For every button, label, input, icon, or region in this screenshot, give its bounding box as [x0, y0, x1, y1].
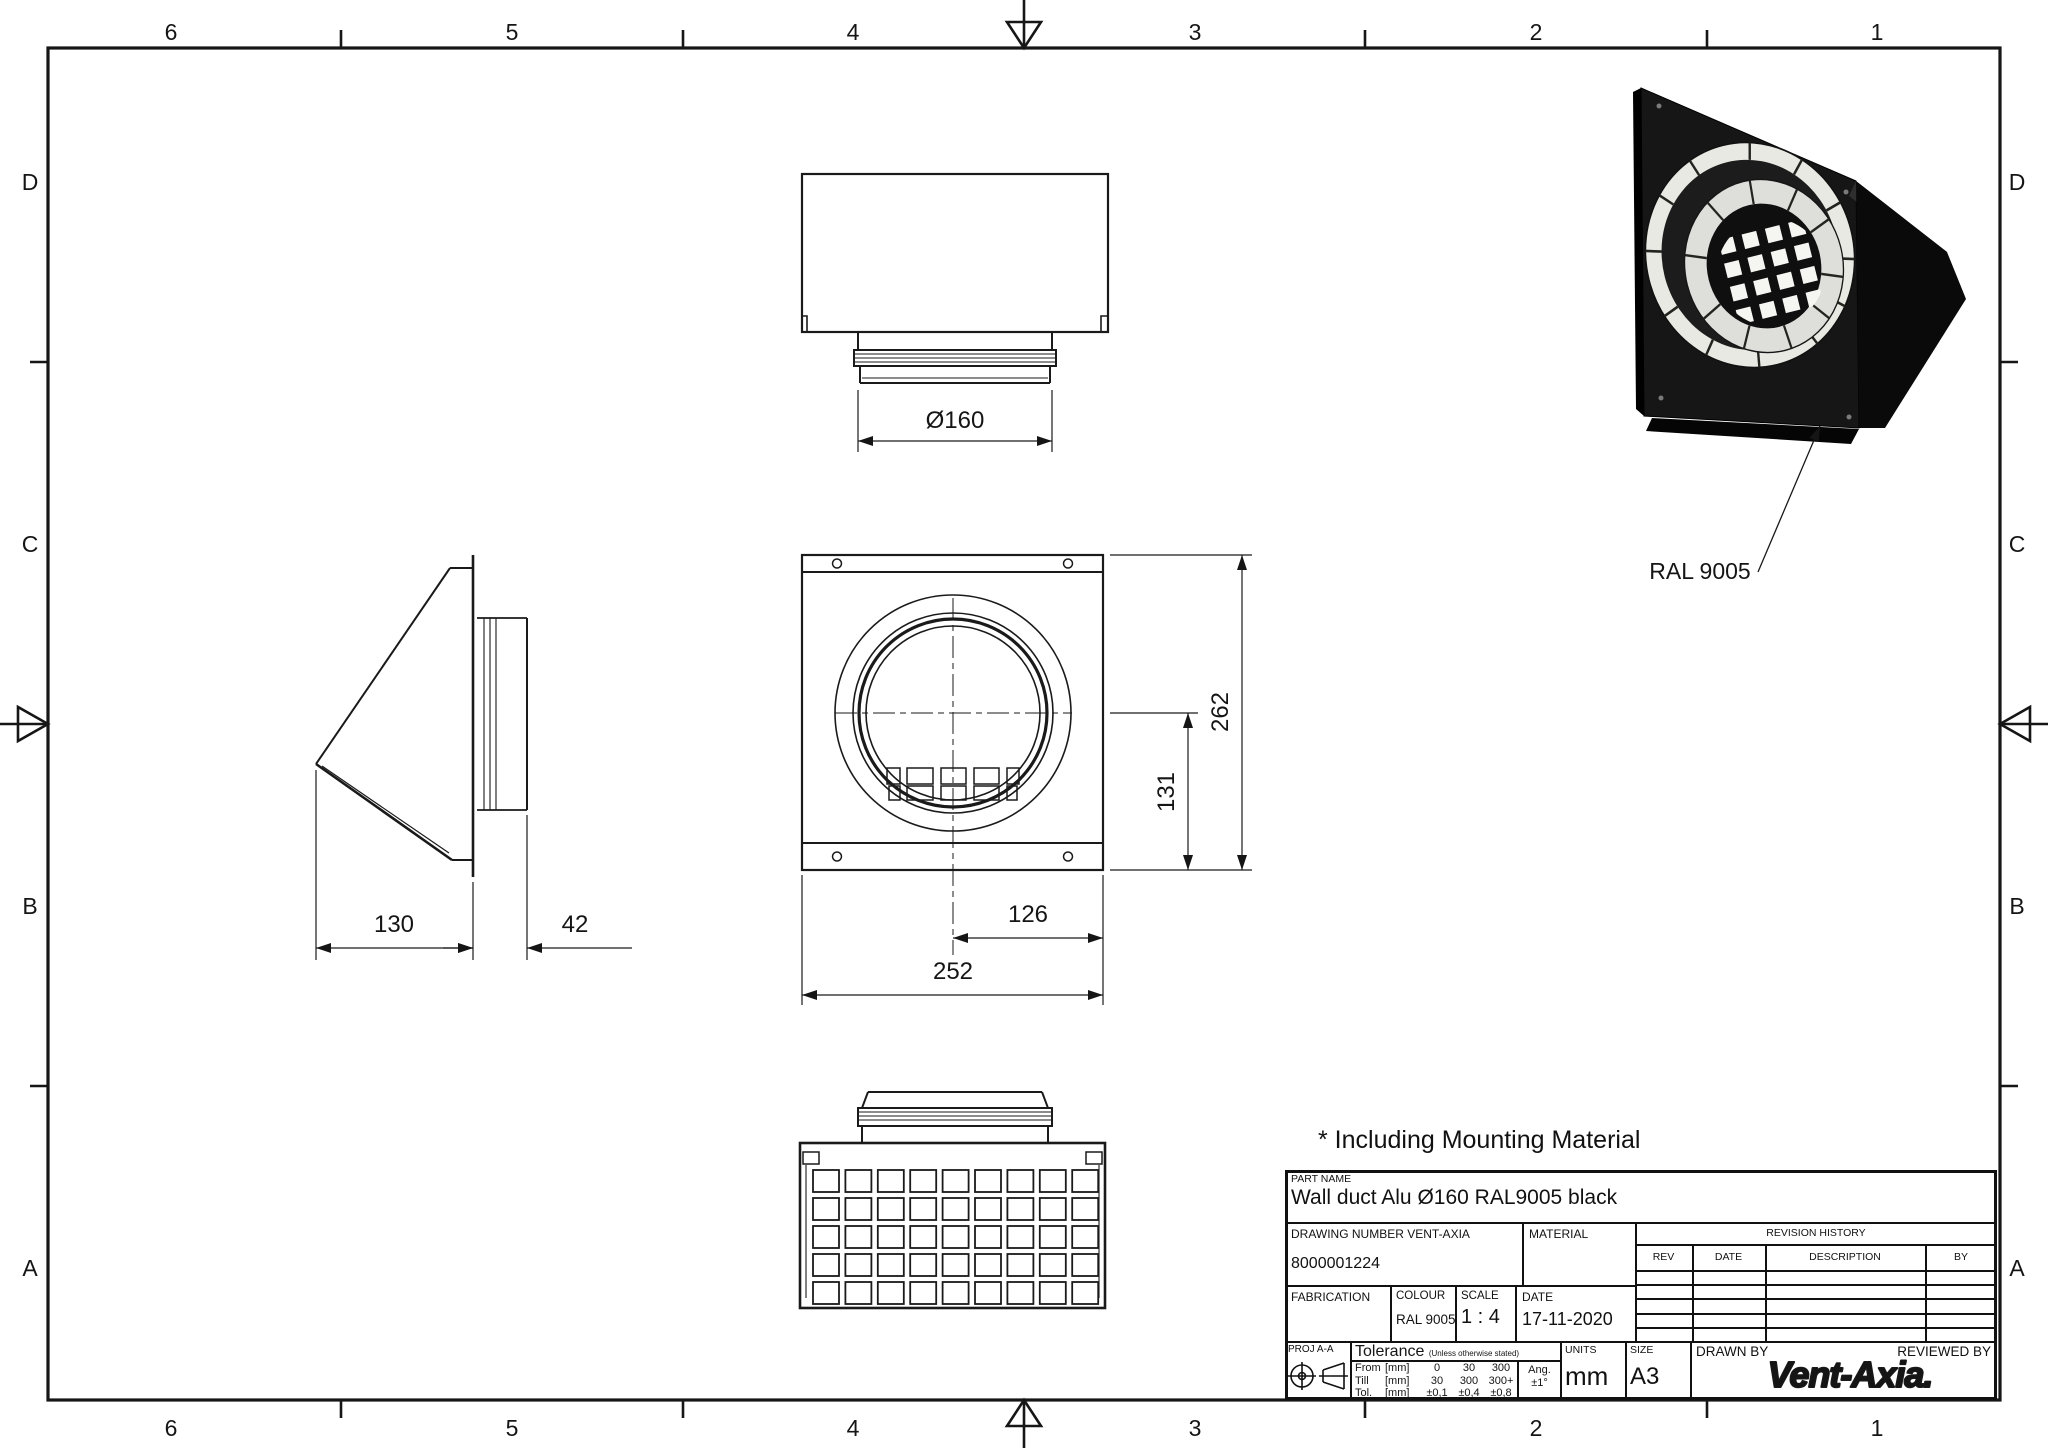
zone-col-label: 6	[164, 19, 178, 45]
zone-col-label: 1	[1870, 1415, 1884, 1441]
zone-col-label: 5	[505, 19, 519, 45]
tol-value: 300	[1459, 1374, 1479, 1387]
zone-col-label: 3	[1188, 19, 1202, 45]
tol-tol-label: Tol.	[1355, 1387, 1373, 1399]
colour-label: COLOUR	[1396, 1290, 1446, 1302]
units-label: UNITS	[1565, 1344, 1597, 1356]
tolerance-row-from	[1355, 1362, 1517, 1375]
dim-label-center-bottom: 131	[1153, 771, 1180, 813]
logo-text: Vent-Axia.	[1767, 1354, 1933, 1395]
part-name-label: PART NAME	[1291, 1173, 1352, 1185]
fabrication-label: FABRICATION	[1291, 1290, 1371, 1304]
zone-col-label: 3	[1188, 1415, 1202, 1441]
tol-value: ±0,8	[1490, 1387, 1512, 1399]
ral-leader-line	[1758, 426, 1820, 572]
revision-history-label: REVISION HISTORY	[1766, 1227, 1866, 1239]
tolerance-row-tol	[1355, 1387, 1517, 1400]
tol-from-label: From	[1355, 1362, 1381, 1374]
iso-view	[1622, 88, 1966, 572]
tol-unit: [mm]	[1385, 1374, 1410, 1387]
finish-label: RAL 9005	[1649, 558, 1751, 584]
zone-row-label: A	[22, 1255, 38, 1281]
tolerance-table	[1355, 1362, 1517, 1400]
vent-axia-logo	[1735, 1353, 1965, 1399]
tolerance-note: (Unless otherwise stated)	[1428, 1349, 1520, 1358]
tol-value: ±0,1	[1426, 1387, 1448, 1399]
part-name-value: Wall duct Alu Ø160 RAL9005 black	[1291, 1186, 1618, 1209]
tol-value: 30	[1430, 1374, 1444, 1387]
zone-col-label: 4	[846, 19, 860, 45]
drawn-by-label: DRAWN BY	[1696, 1344, 1769, 1359]
zone-col-label: 5	[505, 1415, 519, 1441]
tol-value: 30	[1462, 1362, 1476, 1374]
zone-col-label: 2	[1529, 19, 1543, 45]
zone-row-label: C	[2008, 531, 2026, 557]
projection-label: PROJ A-A	[1288, 1344, 1334, 1355]
tol-value: 0	[1433, 1362, 1441, 1374]
tol-till-label: Till	[1355, 1374, 1369, 1387]
tol-ang-label: Ang.	[1528, 1364, 1551, 1376]
scale-label: SCALE	[1461, 1290, 1499, 1302]
tol-unit: [mm]	[1385, 1387, 1410, 1399]
tolerance-label: Tolerance	[1355, 1343, 1425, 1360]
dim-label-center-edge: 126	[1007, 901, 1049, 928]
zone-row-label: A	[2009, 1255, 2025, 1281]
zone-row-label: C	[21, 531, 39, 557]
title-block	[1285, 1170, 1997, 1400]
tolerance-header	[1355, 1343, 1519, 1361]
zone-row-label: D	[21, 169, 39, 195]
dim-label-spigot: 42	[561, 911, 589, 938]
revision-col-description: DESCRIPTION	[1809, 1251, 1881, 1263]
mounting-note: * Including Mounting Material	[1318, 1126, 1641, 1154]
dim-label-height: 262	[1207, 691, 1234, 733]
zone-col-label: 6	[164, 1415, 178, 1441]
bottom-view	[800, 1092, 1105, 1308]
colour-value: RAL 9005	[1396, 1312, 1456, 1327]
size-value: A3	[1630, 1363, 1660, 1390]
tol-unit: [mm]	[1385, 1362, 1410, 1374]
dim-label-width: 252	[932, 958, 974, 985]
revision-col-date: DATE	[1714, 1251, 1743, 1263]
drawing-number-label: DRAWING NUMBER VENT-AXIA	[1291, 1227, 1470, 1241]
dim-label-depth: 130	[373, 911, 415, 938]
dim-label-diameter: Ø160	[925, 407, 985, 434]
revision-col-by: BY	[1953, 1251, 1968, 1263]
date-label: DATE	[1522, 1290, 1554, 1304]
tolerance-angle-cell	[1519, 1364, 1560, 1390]
first-angle-projection-icon	[1287, 1356, 1349, 1396]
date-value: 17-11-2020	[1522, 1309, 1613, 1329]
side-view	[316, 555, 632, 960]
zone-col-label: 4	[846, 1415, 860, 1441]
scale-value: 1 : 4	[1461, 1306, 1500, 1328]
size-label: SIZE	[1630, 1344, 1654, 1356]
zone-col-label: 1	[1870, 19, 1884, 45]
tol-value: ±0,4	[1458, 1387, 1480, 1399]
tol-value: 300+	[1488, 1374, 1514, 1387]
reviewed-by-label: REVIEWED BY	[1897, 1344, 1991, 1359]
zone-col-label: 2	[1529, 1415, 1543, 1441]
zone-row-label: B	[2009, 893, 2025, 919]
front-view	[802, 555, 1252, 1005]
zone-row-label: D	[2008, 169, 2026, 195]
bottom-grille	[813, 1170, 1098, 1304]
zone-row-label: B	[22, 893, 38, 919]
tol-ang-value: ±1°	[1531, 1377, 1548, 1389]
drawing-number-value: 8000001224	[1291, 1255, 1380, 1272]
units-value: mm	[1565, 1361, 1609, 1391]
tol-value: 300	[1491, 1362, 1511, 1374]
material-label: MATERIAL	[1529, 1227, 1589, 1241]
tolerance-row-till	[1355, 1375, 1517, 1388]
revision-col-rev: REV	[1652, 1251, 1675, 1263]
